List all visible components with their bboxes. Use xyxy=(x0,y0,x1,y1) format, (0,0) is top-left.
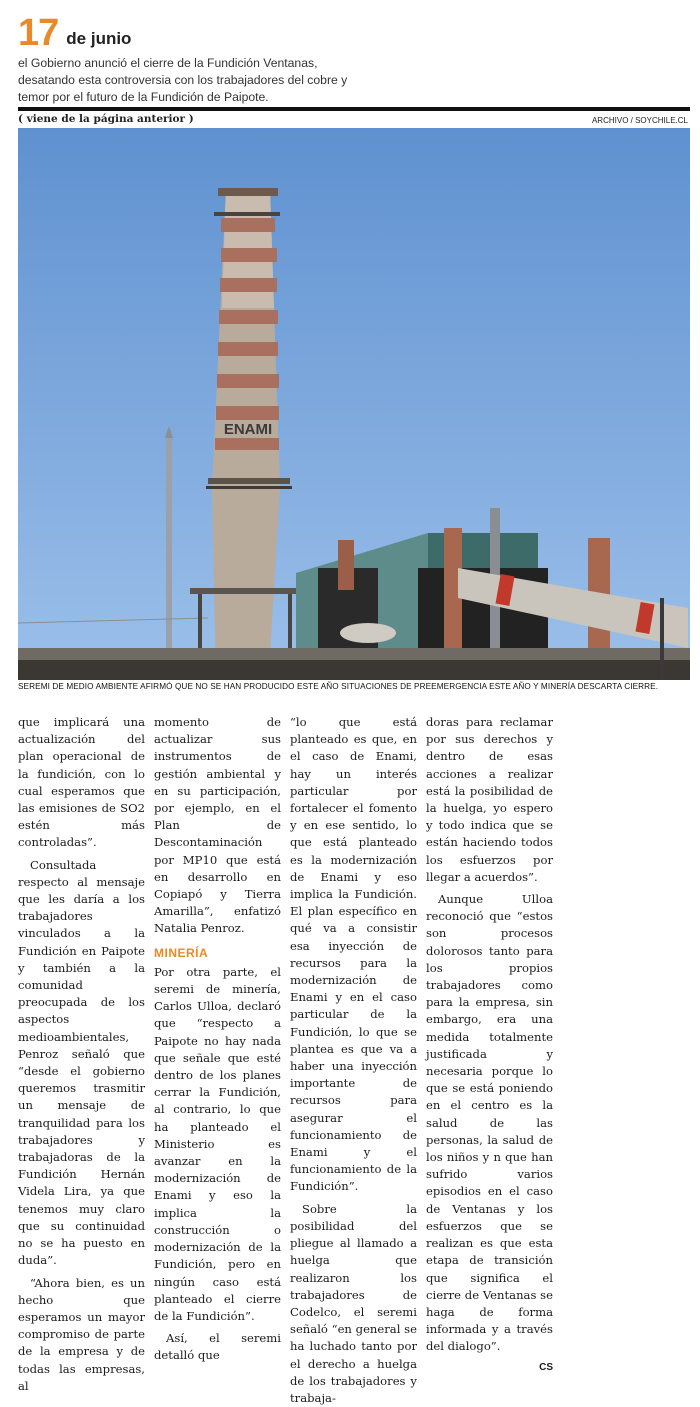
month-label: de junio xyxy=(66,29,132,48)
paragraph: que implicará una actualización del plan operacional de la fundición, con lo cual esperamos que las emisiones de SO2 estén más controladas”. xyxy=(18,715,145,850)
paragraph: Por otra parte, el seremi de minería, Carlos Ulloa, declaró que “respecto a Paipote no hay nada que señale que esté dentro de los planes cerrar la Fundición, al contrario, lo que ha planteado el Ministerio es avanzar en la modernización de Enami y eso la implica la construcción o modernización de la Fundición, pero en ningún caso está planteado el cierre de la Fundición”. xyxy=(154,964,281,1323)
article-column-1 xyxy=(18,714,145,1393)
intro-text: el Gobierno anunció el cierre de la Fundición Ventanas, desatando esta controversia con los trabajadores del cobre y temor por el futuro de la Fundición de Paipote. xyxy=(18,56,348,104)
smelter-photo xyxy=(18,128,690,680)
article-column-4 xyxy=(426,714,553,1373)
paragraph: Aunque Ulloa reconoció que “estos son procesos dolorosos tanto para los propios trabajadores como para la empresa, sin embargo, era una medida totalmente justificada y necesaria porque lo que se está poniendo en el centro es la salud de las personas, la salud de los niños y n que han sufrido varios episodios en el caso de Ventanas y los esfuerzos que se realizan es que esta etapa de transición que significa el cierre de Ventanas se haga de forma informada y a través del dialogo”. xyxy=(426,892,553,1354)
paragraph: Sobre la posibilidad del pliegue al llamado a huelga que realizaron los trabajadores de Codelco, el seremi señaló “en general se ha luchado tanto por el derecho a huelga de los trabajadores y trabaja- xyxy=(290,1201,417,1405)
article-column-2 xyxy=(154,714,281,1363)
paragraph: Consultada respecto al mensaje que les daría a los trabajadores vinculados a la Fundición en Paipote y también a la comunidad preocupada de los aspectos medioambientales, Penroz señaló que “desde el gobierno queremos trasmitir un mensaje de tranquilidad para los trabajadores y trabajadoras de la Fundición Hernán Videla Lira, ya que tenemos muy claro que su continuidad no se ha puesto en duda”. xyxy=(18,857,145,1268)
chimney-lettering: ENAMI xyxy=(223,421,273,438)
photo-credit: ARCHIVO / SOYCHILE.CL xyxy=(591,116,688,125)
section-divider xyxy=(18,107,690,111)
article-photo xyxy=(18,128,690,680)
continued-note: ( viene de la página anterior ) xyxy=(18,113,194,125)
paragraph: “lo que está planteado es que, en el caso de Enami, hay un interés particular por fortalecer el fomento y en ese sentido, lo que está planteado es la modernización de Enami y eso implica la Fundición. El plan específico en qué va a consistir esa inyección de recursos para la modernización de Enami y en el caso particular de la Fundición, lo que se plantea es que va a haber una inyección importante de recursos para asegurar el funcionamiento de Enami y el funcionamiento de la Fundición”. xyxy=(290,715,417,1194)
date-heading xyxy=(18,14,688,52)
photo-caption: SEREMI DE MEDIO AMBIENTE AFIRMÓ QUE NO SE HAN PRODUCIDO ESTE AÑO SITUACIONES DE PREEMERGENCIA ESTE AÑO Y MINERÍA DESCARTA CIERRE. xyxy=(18,682,659,691)
section-subhead: MINERÍA xyxy=(154,945,209,960)
article-header xyxy=(18,14,688,106)
paragraph: “Ahora bien, es un hecho que esperamos un mayor compromiso de parte de la empresa y de todas las empresas, al xyxy=(18,1275,145,1393)
end-mark: CS xyxy=(539,1361,553,1373)
paragraph: momento de actualizar sus instrumentos de gestión ambiental y en su participación, por ejemplo, en el Plan de Descontaminación por MP10 que está en desarrollo en Copiapó y Tierra Amarilla”, enfatizó Natalia Penroz. xyxy=(154,715,281,936)
day-number: 17 xyxy=(18,12,59,54)
article-body xyxy=(18,714,690,1405)
paragraph: Así, el seremi detalló que xyxy=(154,1331,281,1363)
article-column-3 xyxy=(290,714,417,1405)
paragraph: doras para reclamar por sus derechos y dentro de esas acciones a realizar está la posibilidad de la huelga, yo espero y todo indica que se están haciendo todos los esfuerzos por llegar a acuerdos”. xyxy=(426,715,553,884)
